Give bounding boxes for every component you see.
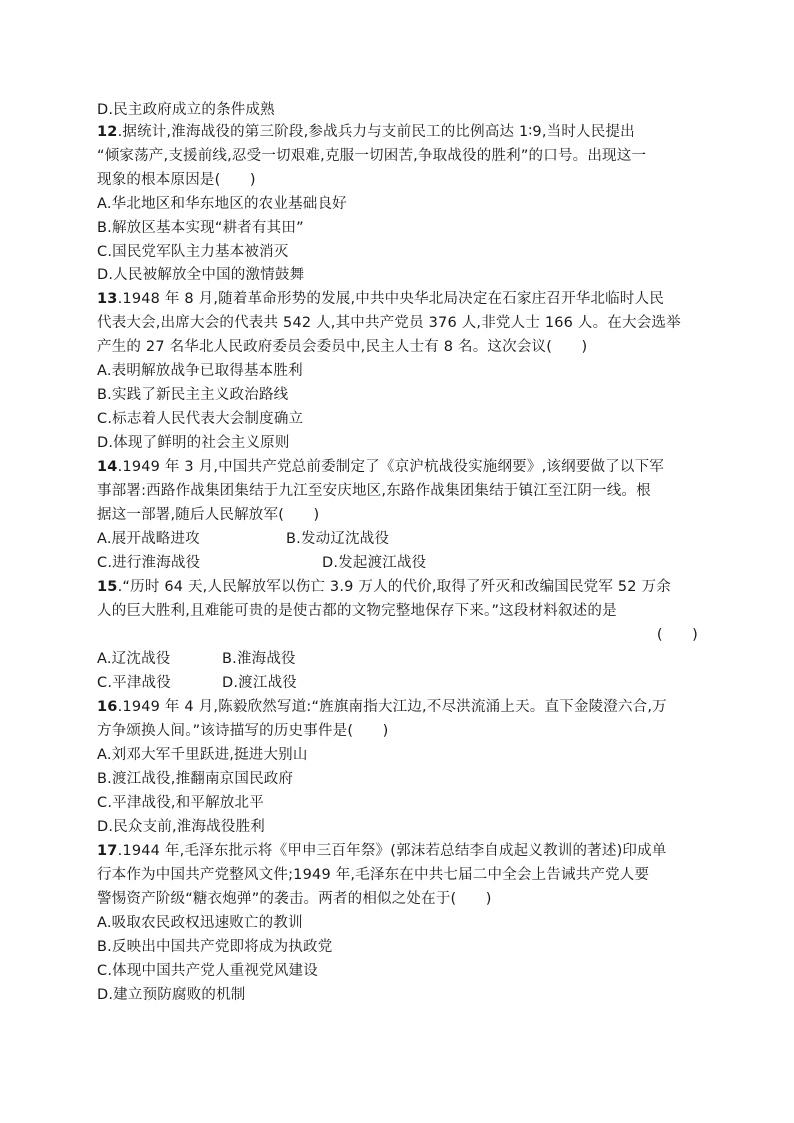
q12-number: 12: [97, 124, 118, 140]
q17-stem-line-2: 行本作为中国共产党整风文件;1949 年,毛泽东在中共七届二中全会上告诫共产党人要: [97, 867, 650, 883]
q14-option-a: A.展开战略进攻: [97, 531, 200, 547]
q14-number: 14: [97, 459, 118, 475]
q15-answer-bracket: ( ): [656, 627, 698, 643]
q12-option-b: B.解放区基本实现“耕者有其田”: [97, 220, 304, 236]
q12-option-c: C.国民党军队主力基本被消灭: [97, 244, 289, 260]
q14-option-c: C.进行淮海战役: [97, 555, 201, 571]
q17-number: 17: [97, 843, 118, 859]
q15-option-c: C.平津战役: [97, 675, 171, 691]
q15-option-d: D.渡江战役: [222, 675, 297, 691]
q16-option-b: B.渡江战役,推翻南京国民政府: [97, 771, 294, 787]
q13-stem-line-1: 13.1948 年 8 月,随着革命形势的发展,中共中央华北局决定在石家庄召开华北临时人民: [97, 291, 664, 307]
q12-stem-line-2: “倾家荡产,支援前线,忍受一切艰难,克服一切困苦,争取战役的胜利”的口号。出现这一: [97, 148, 647, 164]
q13-stem-line-3: 产生的 27 名华北人民政府委员会委员中,民主人士有 8 名。这次会议( ): [97, 339, 588, 355]
q13-option-a: A.表明解放战争已取得基本胜利: [97, 363, 303, 379]
q16-stem-line-1: 16.1949 年 4 月,陈毅欣然写道:“旌旗南指大江边,不尽洪流涌上天。直下金陵澄六合,万: [97, 699, 667, 715]
q13-option-b: B.实践了新民主主义政治路线: [97, 387, 289, 403]
q14-option-d: D.发起渡江战役: [322, 555, 427, 571]
q17-option-a: A.吸取农民政权迅速败亡的教训: [97, 915, 303, 931]
q12-option-d: D.人民被解放全中国的激情鼓舞: [97, 267, 305, 283]
q15-stem-line-1: 15.“历时 64 天,人民解放军以伤亡 3.9 万人的代价,取得了歼灭和改编国民党军 52 万余: [97, 579, 671, 595]
q12-stem-line-3: 现象的根本原因是( ): [97, 172, 256, 188]
q16-stem-line-2: 方争颂换人间。”该诗描写的历史事件是( ): [97, 723, 389, 739]
q15-option-b: B.淮海战役: [222, 651, 296, 667]
q15-stem-line-2: 人的巨大胜利,且难能可贵的是使古都的文物完整地保存下来。”这段材料叙述的是: [97, 603, 617, 619]
q12-stem-line-1: 12.据统计,淮海战役的第三阶段,参战兵力与支前民工的比例高达 1∶9,当时人民提出: [97, 124, 635, 140]
q16-number: 16: [97, 699, 118, 715]
q17-option-b: B.反映出中国共产党即将成为执政党: [97, 939, 333, 955]
q12-option-a: A.华北地区和华东地区的农业基础良好: [97, 196, 347, 212]
q14-stem-line-2: 事部署:西路作战集团集结于九江至安庆地区,东路作战集团集结于镇江至江阴一线。根: [97, 483, 651, 499]
q13-option-c: C.标志着人民代表大会制度确立: [97, 411, 304, 427]
q17-option-c: C.体现中国共产党人重视党风建设: [97, 963, 318, 979]
q16-option-d: D.民众支前,淮海战役胜利: [97, 819, 265, 835]
q13-stem-line-2: 代表大会,出席大会的代表共 542 人,其中共产党员 376 人,非党人士 166 人。在大会选举: [97, 315, 681, 331]
q14-option-b: B.发动辽沈战役: [286, 531, 390, 547]
q11-option-d: D.民主政府成立的条件成熟: [97, 102, 275, 118]
q14-stem-line-1: 14.1949 年 3 月,中国共产党总前委制定了《京沪杭战役实施纲要》,该纲要做了以下军: [97, 459, 664, 475]
q17-stem-line-3: 警惕资产阶级“糖衣炮弹”的袭击。两者的相似之处在于( ): [97, 891, 492, 907]
q17-option-d: D.建立预防腐败的机制: [97, 987, 246, 1003]
q15-option-a: A.辽沈战役: [97, 651, 171, 667]
q14-stem-line-3: 据这一部署,随后人民解放军( ): [97, 507, 320, 523]
q17-stem-line-1: 17.1944 年,毛泽东批示将《甲申三百年祭》(郭沫若总结李自成起义教训的著述)印成单: [97, 843, 667, 859]
q13-option-d: D.体现了鲜明的社会主义原则: [97, 435, 290, 451]
q16-option-a: A.刘邓大军千里跃进,挺进大别山: [97, 747, 308, 763]
q16-option-c: C.平津战役,和平解放北平: [97, 795, 264, 811]
q13-number: 13: [97, 291, 118, 307]
q15-number: 15: [97, 579, 118, 595]
